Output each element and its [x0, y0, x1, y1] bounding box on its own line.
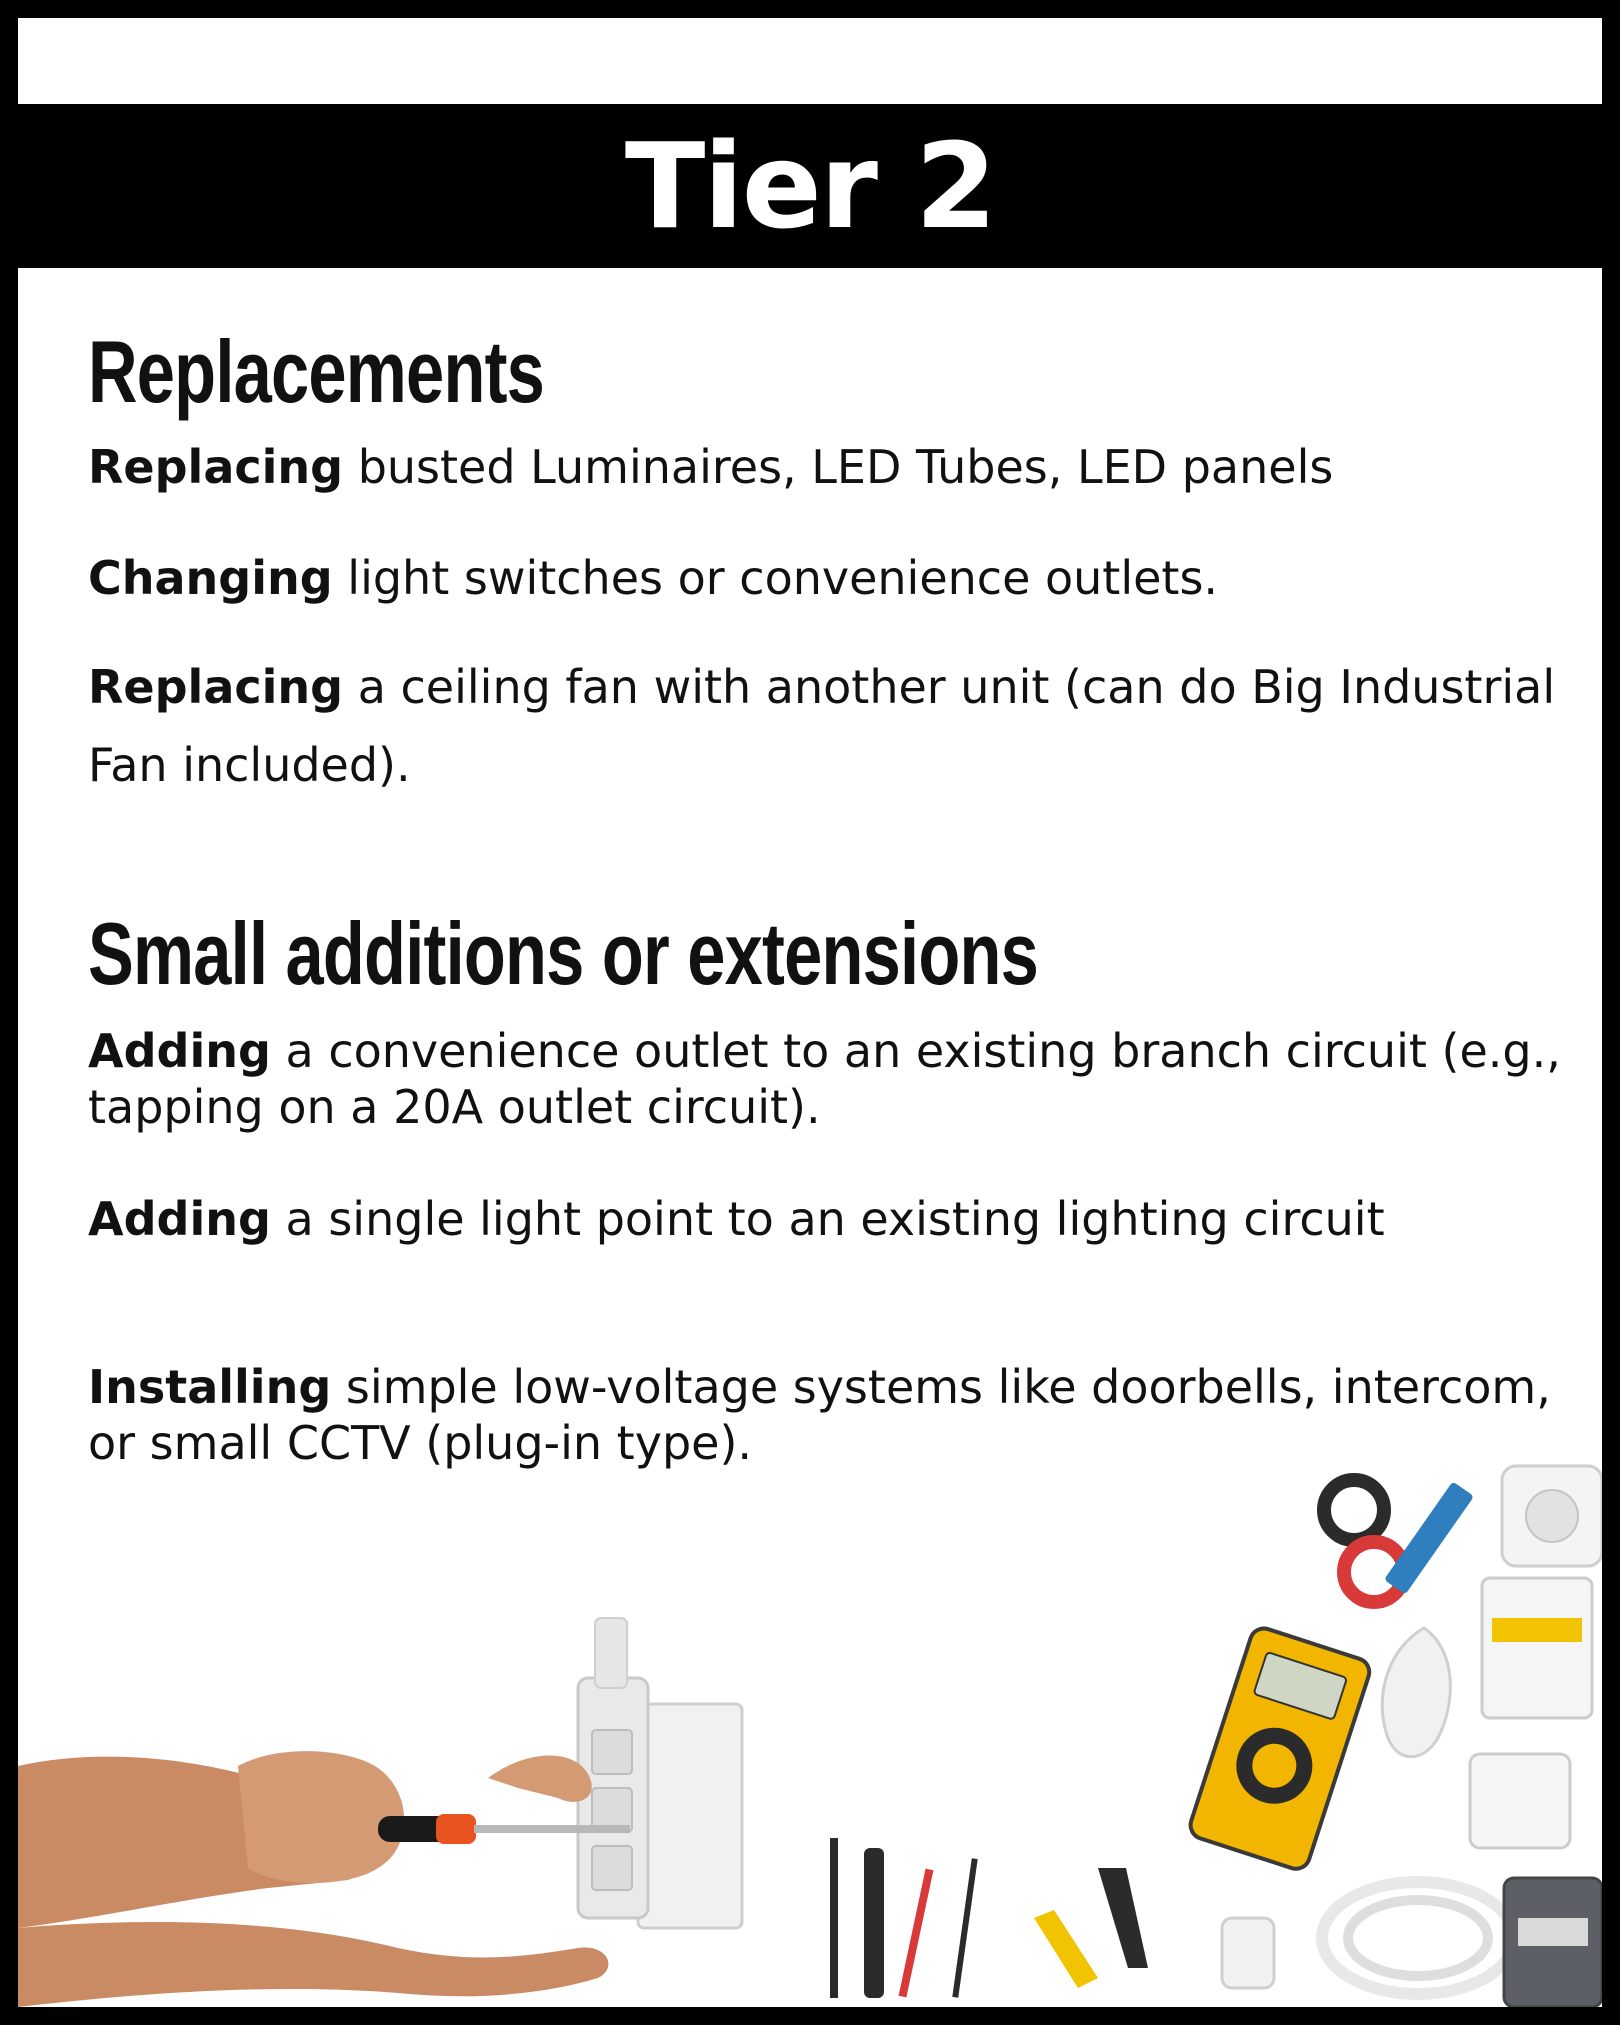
content-panel: [18, 268, 1602, 2007]
list-item: [88, 1023, 1568, 1135]
item-verb: Installing: [88, 1360, 332, 1414]
item-text: busted Luminaires, LED Tubes, LED panels: [343, 440, 1334, 494]
item-verb: Adding: [88, 1024, 271, 1078]
item-verb: Replacing: [88, 440, 344, 494]
item-text: light switches or convenience outlets.: [332, 551, 1219, 605]
list-item: [88, 1191, 1568, 1247]
item-text: simple low-voltage systems like doorbells, intercom, or small CCTV (plug-in type).: [88, 1360, 1551, 1471]
list-item: [88, 648, 1568, 804]
electrical-tools-icon: [830, 1466, 1602, 2007]
list-item: [88, 440, 1568, 495]
item-text: a single light point to an existing lighting circuit: [270, 1192, 1385, 1246]
list-item: [88, 551, 1568, 606]
title-bar: [0, 104, 1620, 268]
item-verb: Changing: [88, 551, 333, 605]
section-heading-replacements: Replacements: [88, 322, 545, 421]
page-title: Tier 2: [624, 117, 996, 255]
illustration: [18, 1448, 1602, 2007]
item-verb: Adding: [88, 1192, 271, 1246]
item-text: a ceiling fan with another unit (can do Big Industrial Fan included).: [88, 660, 1556, 793]
section-heading-additions: Small additions or extensions: [88, 904, 1039, 1003]
item-verb: Replacing: [88, 660, 344, 714]
top-strip: [18, 18, 1602, 104]
item-text: a convenience outlet to an existing branch circuit (e.g., tapping on a 20A outlet circuit).: [88, 1024, 1561, 1135]
hand-screwdriver-switch-icon: [18, 1618, 742, 2007]
